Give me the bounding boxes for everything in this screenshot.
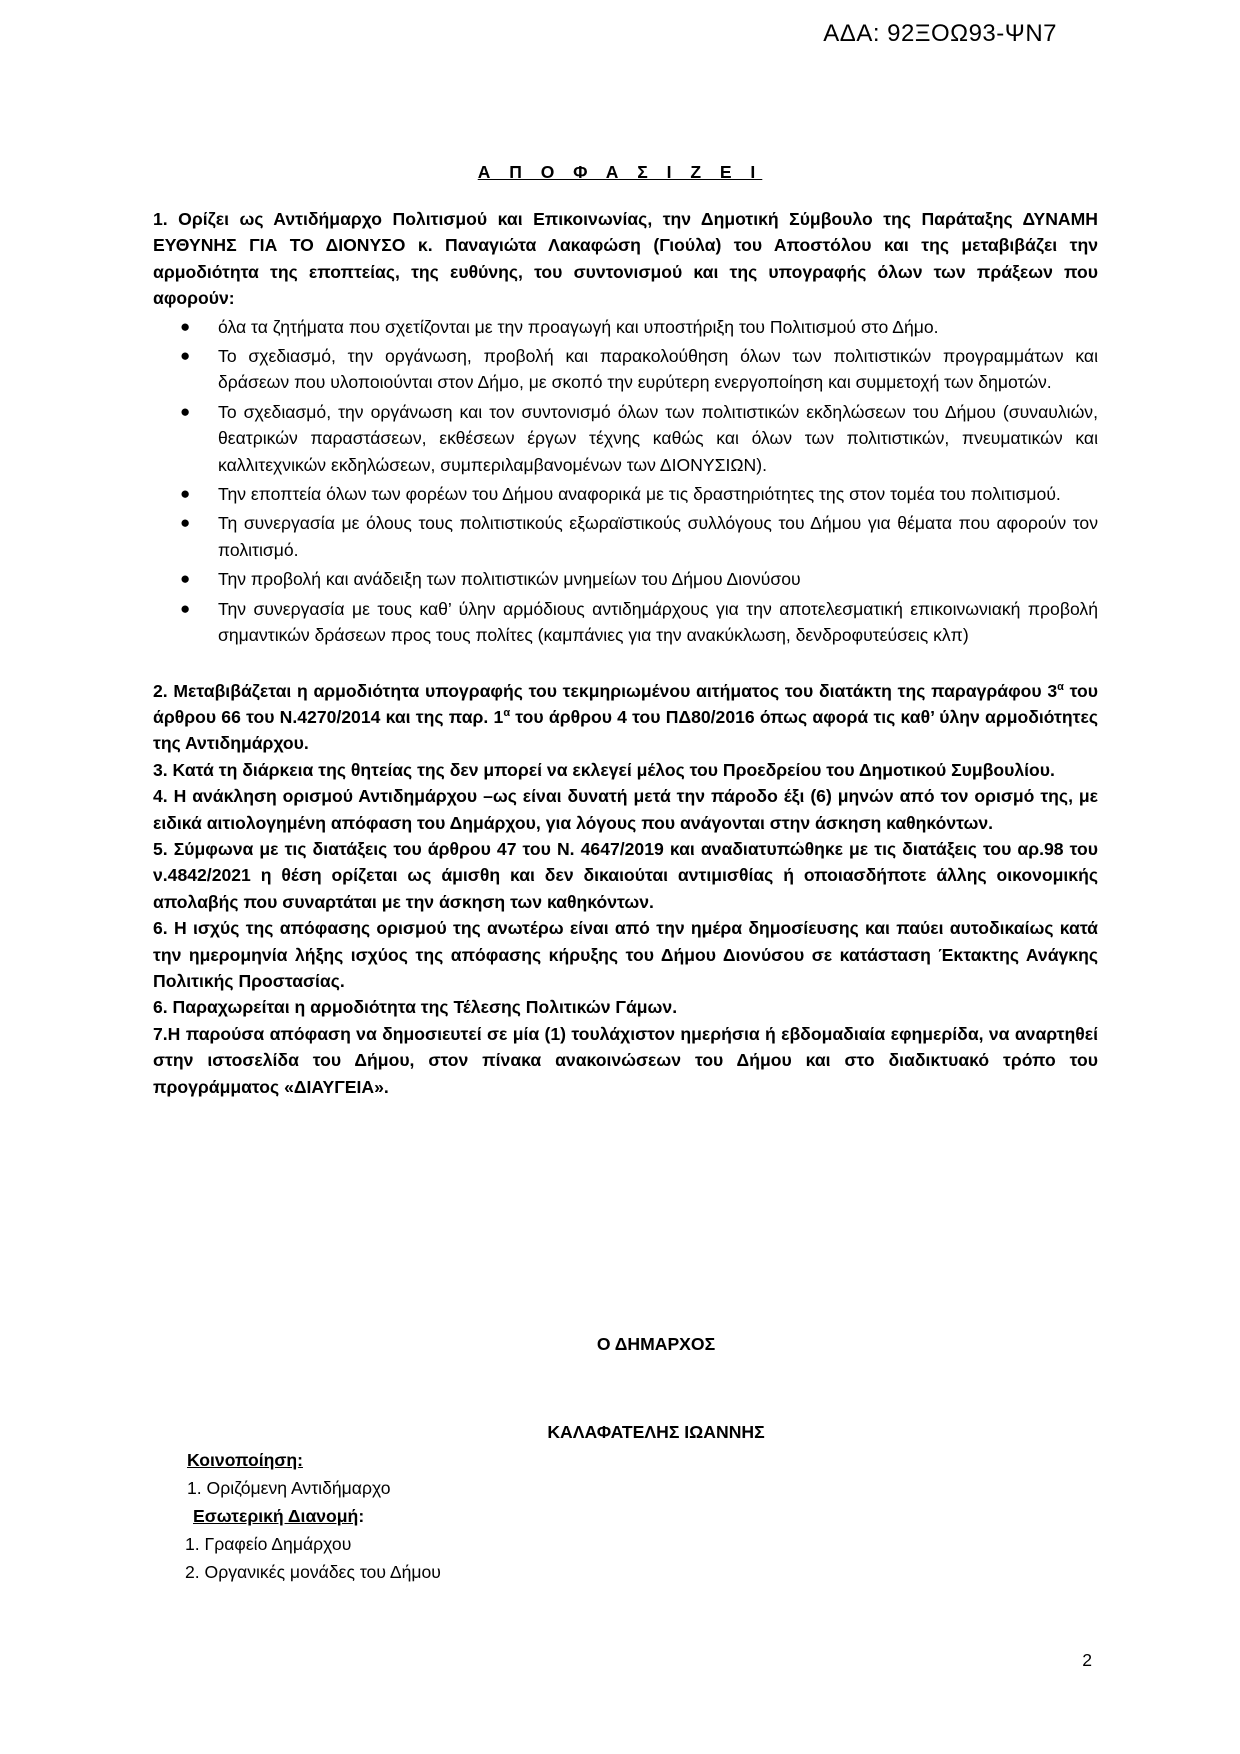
bullet-item: ● Την συνεργασία με τους καθ’ ύλην αρμόδιους αντιδημάρχους για την αποτελεσματική επικοινωνιακή προβολή σημαντικών δράσεων προς τους πολίτες (καμπάνιες για την ανακύκλωση, δενδροφυτεύσεις κλπ)	[153, 596, 1098, 649]
notify-item: 1. Οριζόμενη Αντιδήμαρχο	[187, 1478, 391, 1498]
bullet-item: ● Την προβολή και ανάδειξη των πολιτιστικών μνημείων του Δήμου Διονύσου	[153, 566, 1098, 592]
internal-distribution-label: Εσωτερική Διανομή:	[193, 1506, 365, 1526]
signature-title: Ο ΔΗΜΑΡΧΟΣ	[596, 1334, 716, 1354]
bullet-item: ● Τη συνεργασία με όλους τους πολιτιστικούς εξωραϊστικούς συλλόγους του Δήμου για θέματα που αφορούν τον πολιτισμό.	[153, 510, 1098, 563]
item-6a-text: 6. Η ισχύς της απόφασης ορισμού της ανωτέρω είναι από την ημέρα δημοσίευσης και παύει αυτοδικαίως κατά την ημερομηνία λήξης ισχύος της απόφασης κήρυξης του Δήμου Διονύσου σε κατάσταση Έκτακτης Ανάγκης Πολιτικής Προστασίας.	[153, 918, 1098, 991]
bullet-icon: ●	[180, 513, 191, 533]
bullet-icon: ●	[180, 569, 191, 589]
bullet-icon: ●	[180, 484, 191, 504]
bullet-icon: ●	[180, 598, 191, 618]
item-1-bullet-list	[153, 314, 1098, 649]
item-5-text: 5. Σύμφωνα με τις διατάξεις του άρθρου 47 του Ν. 4647/2019 και αναδιατυπώθηκε με τις διατάξεις του αρ.98 του ν.4842/2021 η θέση ορίζεται ως άμισθη και δεν δικαιούται αντιμισθίας ή οποιασδήποτε άλλης οικονομικής απολαβής που συναρτάται με την άσκηση των καθηκόντων.	[153, 838, 1098, 912]
signature-name: ΚΑΛΑΦΑΤΕΛΗΣ ΙΩΑΝΝΗΣ	[547, 1422, 765, 1442]
item-2-text: 2. Μεταβιβάζεται η αρμοδιότητα υπογραφής του τεκμηριωμένου αιτήματος του διατάκτη της παραγράφου $3^\alpha$ του άρθρου 66 του Ν.4270/2014 και της παρ. $1^\alpha$ του άρθρου 4 του ΠΔ80/2016 όπως αφορά τις καθ’ ύλην αρμοδιότητες της Αντιδημάρχου.	[153, 680, 1098, 754]
decision-body	[153, 206, 1098, 1100]
distribution-block	[185, 1446, 441, 1586]
bullet-item: ● Το σχεδιασμό, την οργάνωση, προβολή και παρακολούθηση όλων των πολιτιστικών προγραμμάτων και δράσεων που υλοποιούνται στον Δήμο, με σκοπό την ευρύτερη ενεργοποίηση και συμμετοχή των δημοτών.	[153, 343, 1098, 396]
internal-item: 1. Γραφείο Δημάρχου	[185, 1534, 352, 1554]
notify-label: Κοινοποίηση:	[187, 1450, 303, 1470]
bullet-item: ● όλα τα ζητήματα που σχετίζονται με την προαγωγή και υποστήριξη του Πολιτισμού στο Δήμο.	[153, 314, 1098, 340]
ada-code: ΑΔΑ: 92ΞΟΩ93-ΨΝ7	[823, 20, 1057, 47]
bullet-icon: ●	[180, 316, 191, 336]
item-6b-text: 6. Παραχωρείται η αρμοδιότητα της Τέλεσης Πολιτικών Γάμων.	[153, 997, 678, 1018]
internal-item: 2. Οργανικές μονάδες του Δήμου	[185, 1562, 441, 1582]
item-3-text: 3. Κατά τη διάρκεια της θητείας της δεν μπορεί να εκλεγεί μέλος του Προεδρείου του Δημοτικού Συμβουλίου.	[153, 759, 1055, 780]
item-1-text: 1. Ορίζει ως Αντιδήμαρχο Πολιτισμού και Επικοινωνίας, την Δημοτική Σύμβουλο της Παράταξης ΔΥΝΑΜΗ ΕΥΘΥΝΗΣ ΓΙΑ ΤΟ ΔΙΟΝΥΣΟ κ. Παναγιώτα Λακαφώση (Γιούλα) του Αποστόλου και της μεταβιβάζει την αρμοδιότητα της εποπτείας, της ευθύνης, του συντονισμού και της υπογραφής όλων των πράξεων που αφορούν:	[153, 209, 1098, 309]
item-7-text: 7.Η παρούσα απόφαση να δημοσιευτεί σε μία (1) τουλάχιστον ημερήσια ή εβδομαδιαία εφημερίδα, να αναρτηθεί στην ιστοσελίδα του Δήμου, στον πίνακα ανακοινώσεων του Δήμου και στο διαδικτυακό τρόπο του προγράμματος «ΔΙΑΥΓΕΙΑ».	[153, 1023, 1098, 1097]
bullet-icon: ●	[180, 346, 191, 366]
item-4-text: 4. Η ανάκληση ορισμού Αντιδημάρχου –ως είναι δυνατή μετά την πάροδο έξι (6) μηνών από τον ορισμό της, με ειδικά αιτιολογημένη απόφαση του Δημάρχου, για λόγους που ανάγονται στην άσκηση καθηκόντων.	[153, 786, 1098, 833]
bullet-icon: ●	[180, 401, 191, 421]
decision-heading: Α Π Ο Φ Α Σ Ι Ζ Ε Ι	[477, 162, 763, 182]
bullet-item: ● Το σχεδιασμό, την οργάνωση και τον συντονισμό όλων των πολιτιστικών εκδηλώσεων του Δήμου (συναυλιών, θεατρικών παραστάσεων, εκθέσεων έργων τέχνης καθώς και όλων των πολιτιστικών, πνευματικών και καλλιτεχνικών εκδηλώσεων, συμπεριλαμβανομένων των ΔΙΟΝΥΣΙΩΝ).	[153, 399, 1098, 478]
bullet-item: ● Την εποπτεία όλων των φορέων του Δήμου αναφορικά με τις δραστηριότητες της στον τομέα του πολιτισμού.	[153, 481, 1098, 507]
page-number: 2	[1082, 1650, 1092, 1670]
